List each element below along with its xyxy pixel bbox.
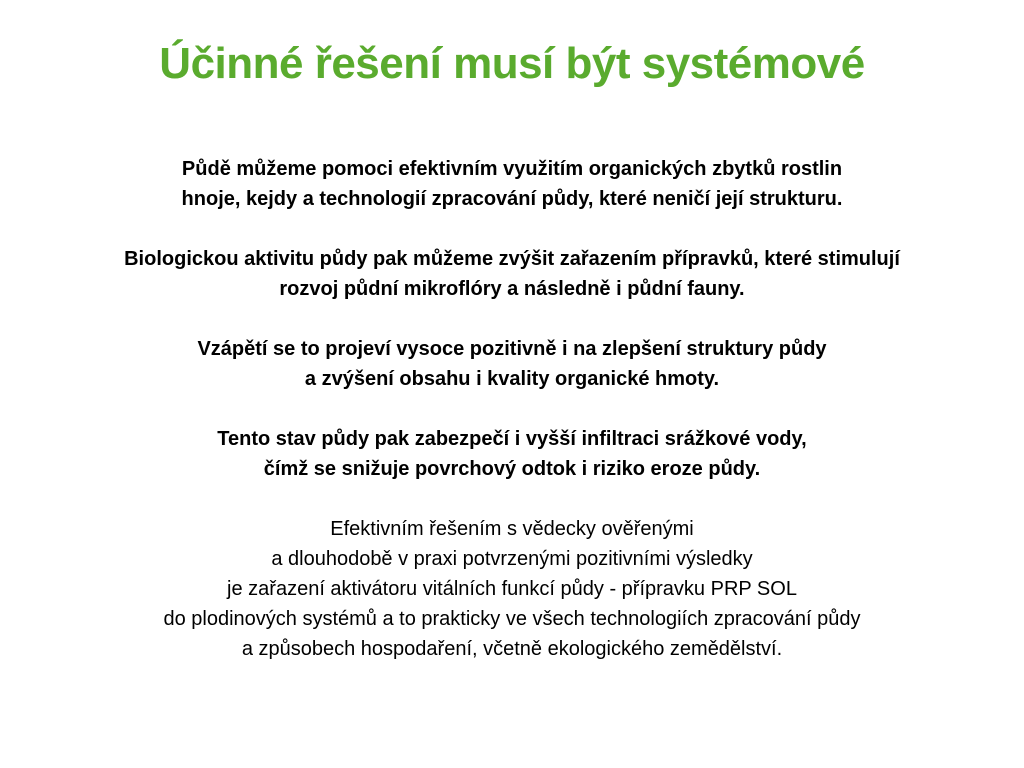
- text-line: čímž se snižuje povrchový odtok i riziko eroze půdy.: [263, 458, 761, 480]
- text-line: Tento stav půdy pak zabezpečí i vyšší infiltraci srážkové vody,: [217, 428, 807, 450]
- text-line: a způsobech hospodaření, včetně ekologického zemědělství.: [241, 638, 783, 660]
- text-line: rozvoj půdní mikroflóry a následně i půdní fauny.: [279, 278, 745, 300]
- text-line: Vzápětí se to projeví vysoce pozitivně i na zlepšení struktury půdy: [197, 338, 827, 360]
- text-line: Efektivním řešením s vědecky ověřenými: [330, 518, 694, 540]
- paragraph-biological-activity: [0, 244, 1024, 304]
- slide-body: [0, 154, 1024, 664]
- text-line: Půdě můžeme pomoci efektivním využitím organických zbytků rostlin: [181, 158, 843, 180]
- text-line: hnoje, kejdy a technologií zpracování půdy, které neničí její strukturu.: [181, 188, 843, 210]
- paragraph-soil-help: [0, 154, 1024, 214]
- text-line: a zvýšení obsahu i kvality organické hmoty.: [304, 368, 720, 390]
- text-line: Biologickou aktivitu půdy pak můžeme zvýšit zařazením přípravků, které stimulují: [124, 248, 900, 270]
- text-line: a dlouhodobě v praxi potvrzenými pozitivními výsledky: [271, 548, 753, 570]
- slide-title: Účinné řešení musí být systémové: [159, 39, 865, 88]
- paragraph-water-infiltration: [0, 424, 1024, 484]
- text-line: je zařazení aktivátoru vitálních funkcí půdy - přípravku PRP SOL: [227, 578, 797, 600]
- text-line: do plodinových systémů a to prakticky ve všech technologiích zpracování půdy: [163, 608, 861, 630]
- paragraph-soil-structure: [0, 334, 1024, 394]
- paragraph-prp-sol-solution: [0, 514, 1024, 664]
